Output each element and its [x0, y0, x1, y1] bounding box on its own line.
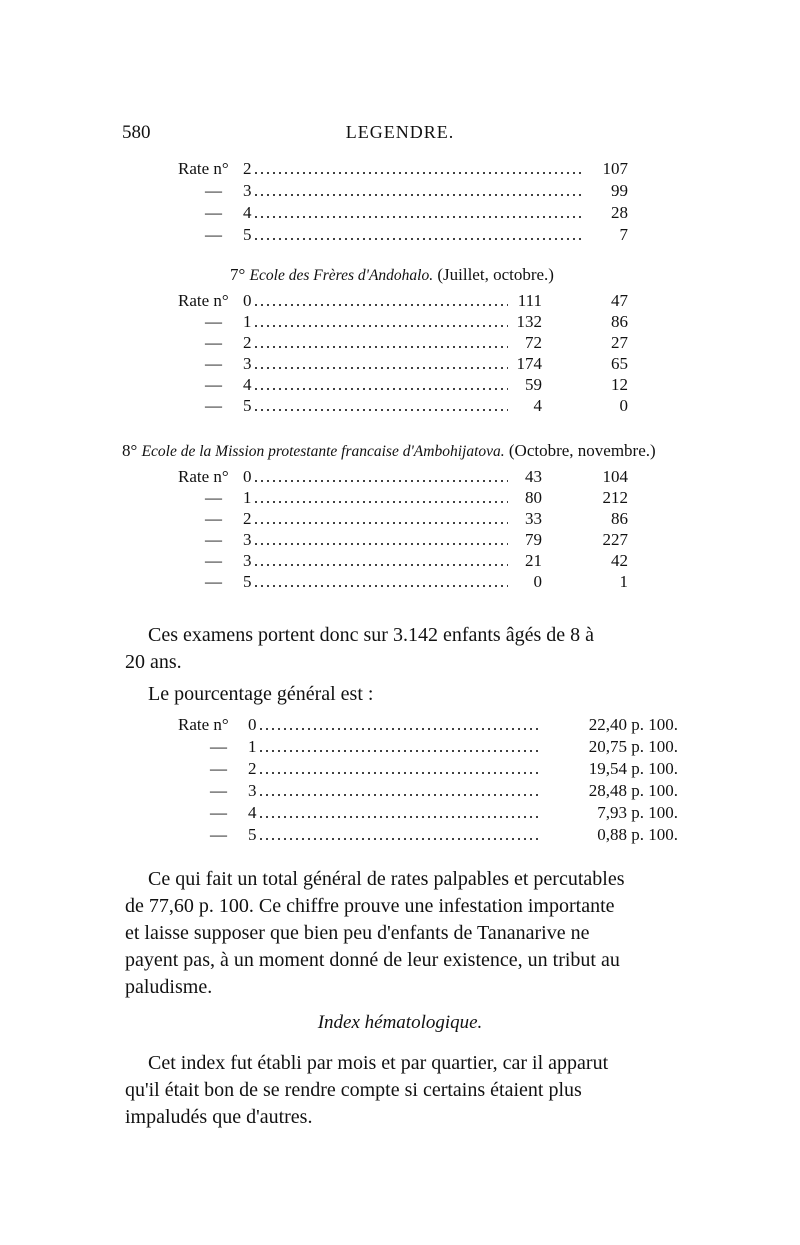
row-number: 5 — [248, 825, 257, 844]
leader-dots — [253, 480, 508, 482]
row-value-2: 0 — [619, 396, 628, 415]
row-value-2: 227 — [602, 530, 628, 549]
text-line: de 77,60 p. 100. Ce chiffre prouve une infestation importante — [125, 895, 615, 917]
row-label: — — [205, 551, 222, 570]
section-number: 8° — [122, 441, 138, 460]
table-row — [0, 714, 800, 736]
row-number: 2 — [243, 509, 252, 528]
table-section-7 — [0, 290, 800, 416]
row-value-1: 43 — [525, 467, 542, 486]
table-row — [0, 487, 800, 508]
row-label: — — [205, 572, 222, 591]
row-number: 5 — [243, 225, 252, 244]
leader-dots — [253, 325, 508, 327]
row-label: Rate n° — [178, 467, 229, 486]
table-row — [0, 374, 800, 395]
leader-dots — [253, 543, 508, 545]
row-value-2: 12 — [611, 375, 628, 394]
exams-line-1: Ces examens portent donc sur 3.142 enfants âgés de 8 à — [148, 624, 594, 646]
row-label: Rate n° — [178, 715, 229, 734]
table-row — [0, 780, 800, 802]
text-line: Ce qui fait un total général de rates palpables et percutables — [148, 868, 625, 890]
leader-dots — [253, 172, 582, 174]
row-number: 0 — [243, 291, 252, 310]
row-number: 3 — [243, 530, 252, 549]
table-row — [0, 736, 800, 758]
table-row — [0, 332, 800, 353]
row-number: 1 — [243, 488, 252, 507]
table-row — [0, 158, 800, 180]
leader-dots — [253, 367, 508, 369]
leader-dots — [253, 564, 508, 566]
row-label: — — [210, 759, 227, 778]
table-row — [0, 529, 800, 550]
row-value: 22,40 p. 100. — [588, 715, 678, 734]
row-label: — — [205, 509, 222, 528]
row-value: 19,54 p. 100. — [588, 759, 678, 778]
row-number: 2 — [248, 759, 257, 778]
row-label: — — [205, 333, 222, 352]
table-percentages — [0, 714, 800, 846]
table-row — [0, 758, 800, 780]
row-number: 3 — [248, 781, 257, 800]
row-value-1: 21 — [525, 551, 542, 570]
leader-dots — [253, 304, 508, 306]
table-section-8 — [0, 466, 800, 592]
row-value: 7 — [619, 225, 628, 244]
leader-dots — [253, 585, 508, 587]
table-row — [0, 824, 800, 846]
row-label: Rate n° — [178, 159, 229, 178]
row-value-1: 33 — [525, 509, 542, 528]
table-rate-counts — [0, 158, 800, 246]
table-row — [0, 224, 800, 246]
row-value-2: 86 — [611, 509, 628, 528]
row-value-1: 132 — [516, 312, 542, 331]
leader-dots — [253, 194, 582, 196]
row-value-1: 80 — [525, 488, 542, 507]
row-value-1: 72 — [525, 333, 542, 352]
section-period: (Octobre, novembre.) — [508, 441, 656, 460]
row-value-1: 59 — [525, 375, 542, 394]
table-row — [0, 466, 800, 487]
row-value-2: 47 — [611, 291, 628, 310]
leader-dots — [258, 728, 540, 730]
section-number: 7° — [230, 265, 246, 284]
row-number: 0 — [243, 467, 252, 486]
row-label: — — [205, 396, 222, 415]
section-title: Ecole de la Mission protestante francaise d'Ambohijatova. — [141, 443, 505, 460]
running-head: LEGENDRE. — [345, 122, 455, 142]
table-row — [0, 311, 800, 332]
exams-paragraph — [148, 622, 688, 649]
text-line: Cet index fut établi par mois et par quartier, car il apparut — [148, 1052, 609, 1074]
row-value-1: 111 — [517, 291, 542, 310]
leader-dots — [253, 238, 582, 240]
section-7-heading — [230, 265, 554, 285]
row-value: 107 — [602, 159, 628, 178]
pourcentage-line — [148, 681, 688, 708]
row-number: 0 — [248, 715, 257, 734]
leader-dots — [253, 409, 508, 411]
table-row — [0, 290, 800, 311]
leader-dots — [258, 816, 540, 818]
leader-dots — [253, 388, 508, 390]
row-number: 1 — [243, 312, 252, 331]
row-label: — — [210, 737, 227, 756]
text-line: et laisse supposer que bien peu d'enfants de Tananarive ne — [125, 922, 590, 944]
row-label: — — [205, 181, 222, 200]
table-row — [0, 508, 800, 529]
row-number: 3 — [243, 181, 252, 200]
leader-dots — [253, 216, 582, 218]
row-label: — — [205, 375, 222, 394]
row-value-1: 4 — [533, 396, 542, 415]
row-value: 0,88 p. 100. — [597, 825, 678, 844]
row-value: 7,93 p. 100. — [597, 803, 678, 822]
row-value-2: 104 — [602, 467, 628, 486]
row-value-1: 79 — [525, 530, 542, 549]
row-number: 3 — [243, 354, 252, 373]
table-row — [0, 202, 800, 224]
page-header — [122, 122, 678, 152]
row-number: 5 — [243, 396, 252, 415]
table-row — [0, 550, 800, 571]
leader-dots — [258, 838, 540, 840]
row-value-2: 27 — [611, 333, 628, 352]
row-value: 99 — [611, 181, 628, 200]
table-row — [0, 353, 800, 374]
exams-paragraph-cont — [125, 649, 665, 676]
total-paragraph — [125, 866, 685, 1001]
row-label: — — [210, 781, 227, 800]
section-8-heading — [122, 441, 656, 461]
row-label: — — [205, 488, 222, 507]
exams-line-2: 20 ans. — [125, 651, 182, 673]
pourcentage-text: Le pourcentage général est : — [148, 683, 374, 705]
row-number: 3 — [243, 551, 252, 570]
index-heading: Index hématologique. — [317, 1012, 483, 1033]
table-row — [0, 802, 800, 824]
row-value-1: 0 — [533, 572, 542, 591]
row-value: 28,48 p. 100. — [588, 781, 678, 800]
index-paragraph — [125, 1050, 685, 1131]
text-line: paludisme. — [125, 976, 213, 998]
text-line: payent pas, à un moment donné de leur existence, un tribut au — [125, 949, 620, 971]
row-label: — — [210, 825, 227, 844]
row-label: — — [205, 354, 222, 373]
row-label: — — [205, 312, 222, 331]
row-label: — — [205, 203, 222, 222]
row-label: — — [210, 803, 227, 822]
row-value-2: 1 — [619, 572, 628, 591]
text-line: impaludés que d'autres. — [125, 1106, 313, 1128]
table-row — [0, 395, 800, 416]
table-row — [0, 180, 800, 202]
table-row — [0, 571, 800, 592]
row-number: 4 — [243, 375, 252, 394]
page-number: 580 — [122, 122, 151, 143]
row-value-2: 212 — [602, 488, 628, 507]
row-value-2: 65 — [611, 354, 628, 373]
row-label: Rate n° — [178, 291, 229, 310]
row-value-2: 42 — [611, 551, 628, 570]
leader-dots — [253, 522, 508, 524]
row-value-1: 174 — [516, 354, 542, 373]
row-number: 2 — [243, 159, 252, 178]
row-number: 2 — [243, 333, 252, 352]
row-value: 20,75 p. 100. — [588, 737, 678, 756]
section-title: Ecole des Frères d'Andohalo. — [249, 267, 434, 284]
section-period: (Juillet, octobre.) — [437, 265, 554, 284]
row-value: 28 — [611, 203, 628, 222]
leader-dots — [258, 750, 540, 752]
row-value-2: 86 — [611, 312, 628, 331]
leader-dots — [258, 794, 540, 796]
row-label: — — [205, 530, 222, 549]
row-label: — — [205, 225, 222, 244]
row-number: 4 — [243, 203, 252, 222]
row-number: 4 — [248, 803, 257, 822]
leader-dots — [258, 772, 540, 774]
row-number: 5 — [243, 572, 252, 591]
row-number: 1 — [248, 737, 257, 756]
text-line: qu'il était bon de se rendre compte si certains étaient plus — [125, 1079, 582, 1101]
leader-dots — [253, 501, 508, 503]
leader-dots — [253, 346, 508, 348]
